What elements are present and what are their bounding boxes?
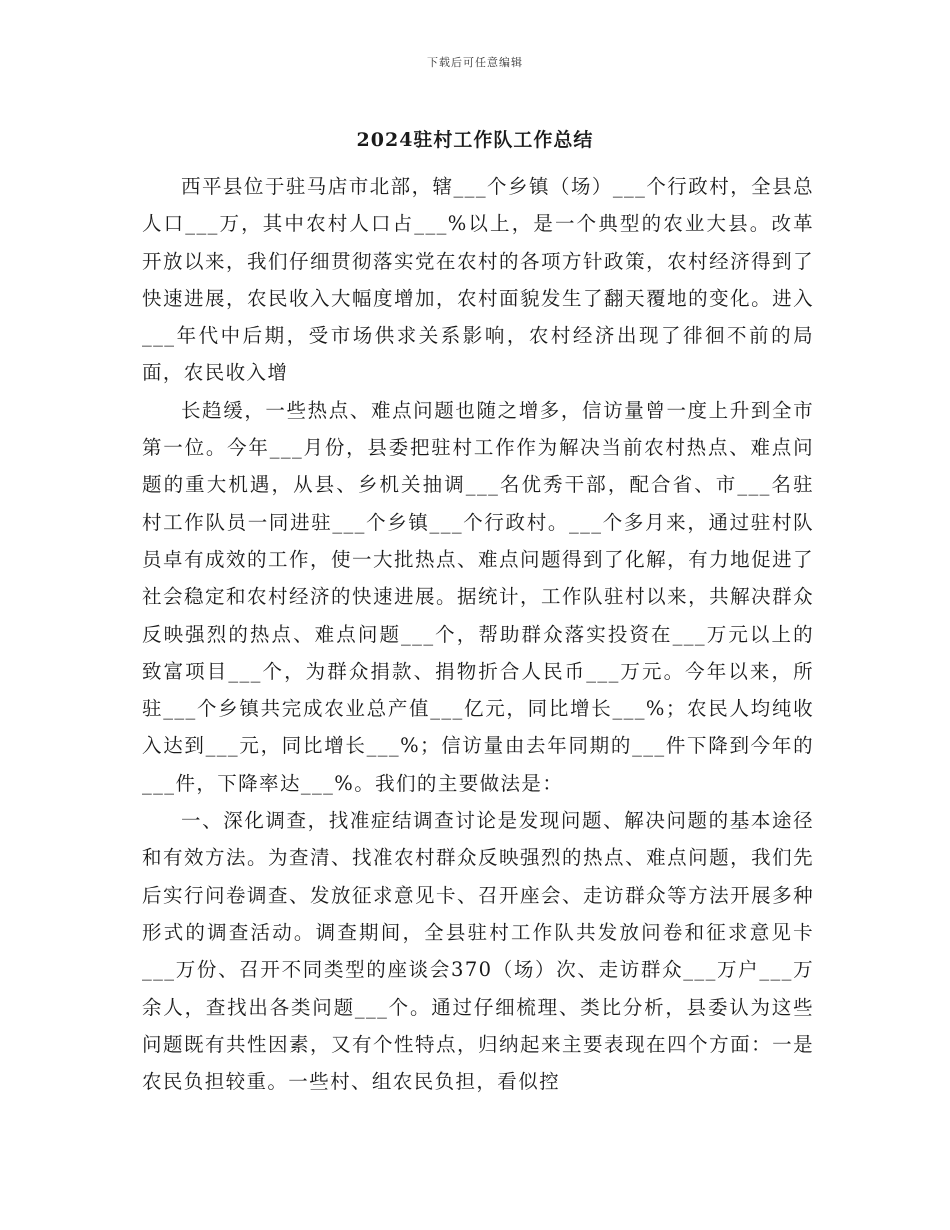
header-note: 下载后可任意编辑: [427, 56, 523, 69]
paragraph-investigation: 一、深化调查，找准症结调查讨论是发现问题、解决问题的基本途径和有效方法。为查清、找准农村群众反映强烈的热点、难点问题，我们先后实行问卷调查、发放征求意见卡、召开座会、走访群众等方法开展多种形式的调查活动。调查期间，全县驻村工作队共发放问卷和征求意见卡___万份、召开不同类型的座谈会370（场）次、走访群众___万户___万余人，查找出各类问题___个。通过仔细梳理、类比分析，县委认为这些问题既有共性因素，又有个性特点，归纳起来主要表现在四个方面：一是农民负担较重。一些村、组农民负担，看似控: [142, 809, 814, 1094]
paragraph-intro: 西平县位于驻马店市北部，辖___个乡镇（场）___个行政村，全县总人口___万，其中农村人口占___%以上，是一个典型的农业大县。改革开放以来，我们仔细贯彻落实党在农村的各项方针政策，农村经济得到了快速进展，农民收入大幅度增加，农村面貌发生了翻天覆地的变化。进入___年代中后期，受市场供求关系影响，农村经济出现了徘徊不前的局面，农民收入增: [142, 175, 814, 385]
document-title: 2024驻村工作队工作总结: [356, 129, 594, 151]
paragraph-achievements: 长趋缓，一些热点、难点问题也随之增多，信访量曾一度上升到全市第一位。今年___月份，县委把驻村工作作为解决当前农村热点、难点问题的重大机遇，从县、乡机关抽调___名优秀干部，配合省、市___名驻村工作队员一同进驻___个乡镇___个行政村。___个多月来，通过驻村队员卓有成效的工作，使一大批热点、难点问题得到了化解，有力地促进了社会稳定和农村经济的快速进展。据统计，工作队驻村以来，共解决群众反映强烈的热点、难点问题___个，帮助群众落实投资在___万元以上的致富项目___个，为群众捐款、捐物折合人民币___万元。今年以来，所驻___个乡镇共完成农业总产值___亿元，同比增长___%；农民人均纯收入达到___元，同比增长___%；信访量由去年同期的___件下降到今年的___件，下降率达___%。我们的主要做法是：: [142, 398, 814, 795]
document-body: [142, 168, 814, 1100]
